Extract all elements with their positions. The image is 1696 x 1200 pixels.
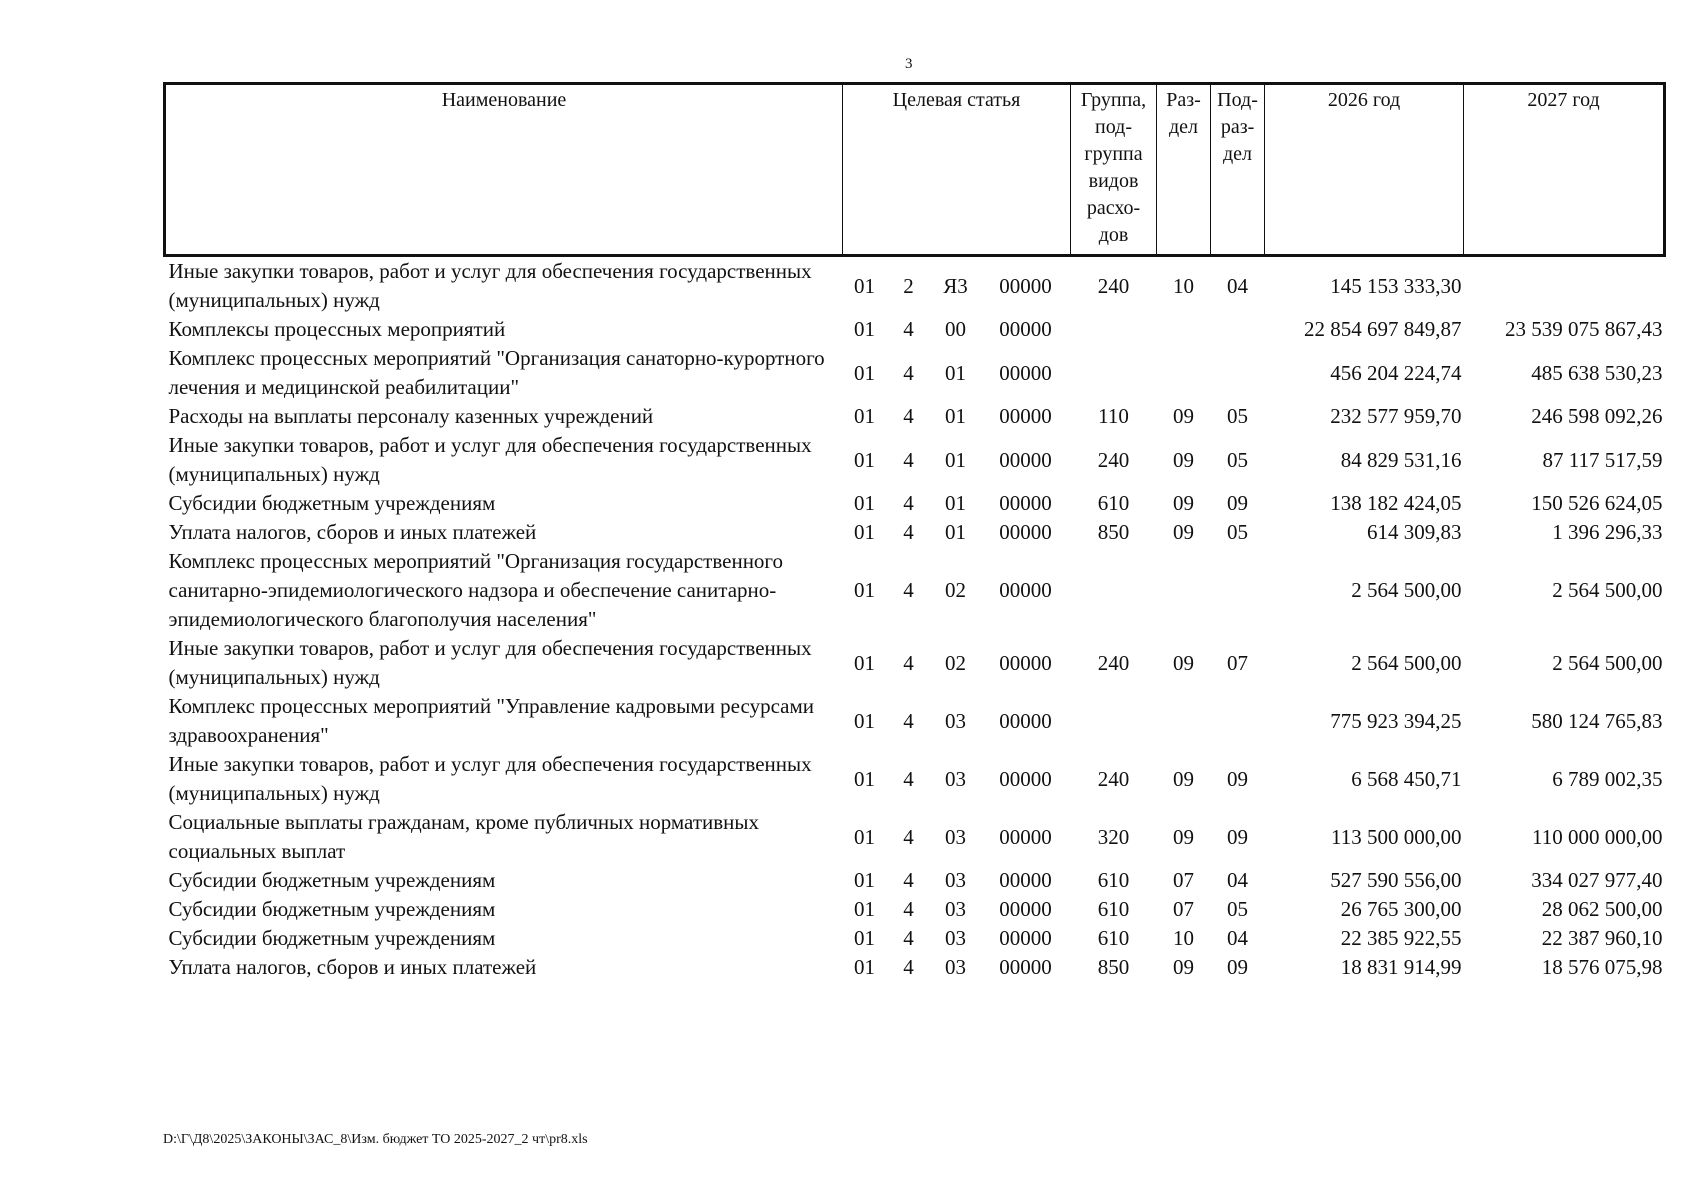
table-row xyxy=(165,344,1665,402)
target-code-type: 4 xyxy=(903,708,914,733)
target-code-type: 4 xyxy=(903,317,914,341)
table-body xyxy=(165,256,1665,983)
table-row xyxy=(165,953,1665,982)
section-code: 09 xyxy=(1173,447,1195,472)
amount-2026: 84 829 531,16 xyxy=(1340,447,1462,472)
subsection-code xyxy=(1211,344,1265,402)
target-code-structure: 03 xyxy=(945,708,966,733)
header-expense-group-line: расхо- xyxy=(1086,197,1141,219)
header-expense-group-line: дов xyxy=(1098,224,1129,246)
header-expense-group-line: видов xyxy=(1088,170,1139,192)
target-code-structure: 02 xyxy=(945,650,966,675)
target-code-direction: 00000 xyxy=(999,360,1052,385)
subsection-code: 05 xyxy=(1227,447,1249,472)
amount-2026: 2 564 500,00 xyxy=(1351,578,1462,602)
target-code-program: 01 xyxy=(854,273,875,298)
section-code xyxy=(1157,692,1211,750)
target-code-type: 2 xyxy=(903,273,914,298)
row-name: Расходы на выплаты персоналу казенных учреждений xyxy=(168,404,654,428)
amount-2026: 775 923 394,25 xyxy=(1330,708,1462,733)
expense-group-code xyxy=(1071,547,1157,634)
target-code-direction: 00000 xyxy=(999,766,1052,791)
expense-group-code: 240 xyxy=(1097,273,1130,298)
header-subsection-line: дел xyxy=(1223,143,1253,165)
section-code: 09 xyxy=(1173,520,1195,544)
row-name: Иные закупки товаров, работ и услуг для обеспечения государственных (муниципальных) нужд xyxy=(168,752,812,805)
header-section xyxy=(1157,84,1211,256)
target-code-type: 4 xyxy=(903,520,914,544)
amount-2027: 6 789 002,35 xyxy=(1552,766,1663,791)
section-code: 07 xyxy=(1173,868,1195,892)
expense-group-code: 240 xyxy=(1097,650,1130,675)
row-name: Субсидии бюджетным учреждениям xyxy=(168,897,496,921)
section-code: 09 xyxy=(1173,404,1195,428)
section-code: 10 xyxy=(1173,273,1195,298)
header-subsection-line: Под- xyxy=(1217,89,1258,111)
amount-2027: 18 576 075,98 xyxy=(1541,955,1663,979)
amount-2027: 2 564 500,00 xyxy=(1552,578,1663,602)
table-row xyxy=(165,518,1665,547)
subsection-code xyxy=(1211,315,1265,344)
target-code-type: 4 xyxy=(903,404,914,428)
expense-group-code xyxy=(1071,315,1157,344)
target-code-structure: Я3 xyxy=(943,273,968,298)
target-code-type: 4 xyxy=(903,447,914,472)
target-code-structure: 01 xyxy=(945,447,966,472)
target-code-direction: 00000 xyxy=(999,317,1052,341)
subsection-code xyxy=(1211,547,1265,634)
target-code-program: 01 xyxy=(854,317,875,341)
amount-2026: 614 309,83 xyxy=(1367,520,1462,544)
amount-2026: 22 385 922,55 xyxy=(1340,926,1462,950)
amount-2027 xyxy=(1464,256,1665,316)
subsection-code: 09 xyxy=(1227,766,1249,791)
target-code-structure: 02 xyxy=(945,578,966,602)
subsection-code: 09 xyxy=(1227,824,1249,849)
file-path-footer: D:\Г\Д8\2025\ЗАКОНЫ\ЗАС_8\Изм. бюджет ТО 2025-2027_2 чт\pr8.xls xyxy=(163,1132,588,1147)
page-number: 3 xyxy=(905,56,913,72)
row-name: Уплата налогов, сборов и иных платежей xyxy=(168,955,537,979)
section-code: 07 xyxy=(1173,897,1195,921)
budget-table-sheet xyxy=(163,82,1663,982)
target-code-direction: 00000 xyxy=(999,868,1052,892)
target-code-type: 4 xyxy=(903,868,914,892)
target-code-direction: 00000 xyxy=(999,491,1052,515)
target-code-type: 4 xyxy=(903,578,914,602)
row-name: Субсидии бюджетным учреждениям xyxy=(168,868,496,892)
header-expense-group-line: группа xyxy=(1084,143,1143,165)
target-code-structure: 01 xyxy=(945,360,966,385)
table-row xyxy=(165,431,1665,489)
expense-group-code: 240 xyxy=(1097,447,1130,472)
expense-group-code: 850 xyxy=(1097,955,1130,979)
target-code-program: 01 xyxy=(854,578,875,602)
expense-group-code: 610 xyxy=(1097,868,1130,892)
section-code: 09 xyxy=(1173,491,1195,515)
target-code-structure: 00 xyxy=(945,317,966,341)
expense-group-code xyxy=(1071,692,1157,750)
target-code-direction: 00000 xyxy=(999,824,1052,849)
table-row xyxy=(165,895,1665,924)
target-code-program: 01 xyxy=(854,955,875,979)
amount-2026: 6 568 450,71 xyxy=(1351,766,1462,791)
amount-2026: 138 182 424,05 xyxy=(1330,491,1462,515)
header-name: Наименование xyxy=(165,84,843,256)
target-code-type: 4 xyxy=(903,491,914,515)
target-code-structure: 03 xyxy=(945,897,966,921)
expense-group-code: 610 xyxy=(1097,491,1130,515)
amount-2026: 456 204 224,74 xyxy=(1330,360,1462,385)
target-code-structure: 03 xyxy=(945,955,966,979)
table-row xyxy=(165,750,1665,808)
target-code-structure: 01 xyxy=(945,520,966,544)
amount-2027: 246 598 092,26 xyxy=(1531,404,1663,428)
target-code-type: 4 xyxy=(903,926,914,950)
row-name: Иные закупки товаров, работ и услуг для обеспечения государственных (муниципальных) нужд xyxy=(168,636,812,689)
expense-group-code: 610 xyxy=(1097,926,1130,950)
target-code-structure: 03 xyxy=(945,766,966,791)
table-row xyxy=(165,634,1665,692)
target-code-structure: 03 xyxy=(945,926,966,950)
expense-group-code: 610 xyxy=(1097,897,1130,921)
target-code-direction: 00000 xyxy=(999,708,1052,733)
amount-2027: 485 638 530,23 xyxy=(1531,360,1663,385)
row-name: Субсидии бюджетным учреждениям xyxy=(168,491,496,515)
expense-group-code: 850 xyxy=(1097,520,1130,544)
header-subsection-line: раз- xyxy=(1220,116,1255,138)
table-header-row xyxy=(165,84,1665,256)
target-code-program: 01 xyxy=(854,824,875,849)
target-code-program: 01 xyxy=(854,708,875,733)
target-code-direction: 00000 xyxy=(999,273,1052,298)
expense-group-code xyxy=(1071,344,1157,402)
table-row xyxy=(165,808,1665,866)
header-year-2026: 2026 год xyxy=(1265,84,1464,256)
target-code-direction: 00000 xyxy=(999,650,1052,675)
amount-2026: 113 500 000,00 xyxy=(1331,824,1462,849)
budget-table xyxy=(163,82,1666,982)
header-subsection xyxy=(1211,84,1265,256)
subsection-code: 09 xyxy=(1227,491,1249,515)
row-name: Социальные выплаты гражданам, кроме публичных нормативных социальных выплат xyxy=(168,810,760,863)
amount-2026: 145 153 333,30 xyxy=(1330,273,1462,298)
header-expense-group-line: под- xyxy=(1095,116,1133,138)
section-code xyxy=(1157,344,1211,402)
header-expense-group xyxy=(1071,84,1157,256)
target-code-direction: 00000 xyxy=(999,955,1052,979)
subsection-code xyxy=(1211,692,1265,750)
amount-2027: 2 564 500,00 xyxy=(1552,650,1663,675)
target-code-direction: 00000 xyxy=(999,897,1052,921)
subsection-code: 05 xyxy=(1227,897,1249,921)
target-code-program: 01 xyxy=(854,360,875,385)
amount-2027: 87 117 517,59 xyxy=(1542,447,1663,472)
expense-group-code: 320 xyxy=(1097,824,1130,849)
amount-2026: 22 854 697 849,87 xyxy=(1304,317,1462,341)
amount-2027: 150 526 624,05 xyxy=(1531,491,1663,515)
table-row xyxy=(165,315,1665,344)
target-code-program: 01 xyxy=(854,404,875,428)
target-code-program: 01 xyxy=(854,520,875,544)
table-row xyxy=(165,924,1665,953)
amount-2027: 110 000 000,00 xyxy=(1532,824,1663,849)
target-code-program: 01 xyxy=(854,447,875,472)
subsection-code: 04 xyxy=(1227,273,1249,298)
section-code: 09 xyxy=(1173,650,1195,675)
subsection-code: 04 xyxy=(1227,868,1249,892)
target-code-type: 4 xyxy=(903,766,914,791)
section-code xyxy=(1157,315,1211,344)
target-code-type: 4 xyxy=(903,824,914,849)
row-name: Комплекс процессных мероприятий "Организация санаторно-курортного лечения и медицинской реабилитации" xyxy=(168,346,825,399)
amount-2027: 580 124 765,83 xyxy=(1531,708,1663,733)
target-code-direction: 00000 xyxy=(999,520,1052,544)
row-name: Уплата налогов, сборов и иных платежей xyxy=(168,520,537,544)
table-row xyxy=(165,692,1665,750)
section-code xyxy=(1157,547,1211,634)
target-code-direction: 00000 xyxy=(999,447,1052,472)
subsection-code: 05 xyxy=(1227,404,1249,428)
amount-2027: 334 027 977,40 xyxy=(1531,868,1663,892)
row-name: Субсидии бюджетным учреждениям xyxy=(168,926,496,950)
target-code-structure: 01 xyxy=(945,491,966,515)
table-row xyxy=(165,256,1665,316)
header-target-article: Целевая статья xyxy=(843,84,1071,256)
target-code-structure: 03 xyxy=(945,868,966,892)
target-code-type: 4 xyxy=(903,897,914,921)
target-code-type: 4 xyxy=(903,650,914,675)
target-code-program: 01 xyxy=(854,766,875,791)
table-row xyxy=(165,547,1665,634)
section-code: 09 xyxy=(1173,824,1195,849)
expense-group-code: 110 xyxy=(1098,404,1129,428)
section-code: 09 xyxy=(1173,766,1195,791)
section-code: 10 xyxy=(1173,926,1195,950)
target-code-type: 4 xyxy=(903,955,914,979)
target-code-program: 01 xyxy=(854,491,875,515)
expense-group-code: 240 xyxy=(1097,766,1130,791)
section-code: 09 xyxy=(1173,955,1195,979)
amount-2026: 2 564 500,00 xyxy=(1351,650,1462,675)
amount-2027: 1 396 296,33 xyxy=(1552,520,1663,544)
target-code-program: 01 xyxy=(854,926,875,950)
row-name: Комплекс процессных мероприятий "Организация государственного санитарно-эпидемиологического надзора и обеспечение санитарно-эпидемиологического благополучия населения" xyxy=(168,549,784,631)
amount-2027: 28 062 500,00 xyxy=(1541,897,1663,921)
amount-2026: 18 831 914,99 xyxy=(1340,955,1462,979)
target-code-direction: 00000 xyxy=(999,578,1052,602)
target-code-type: 4 xyxy=(903,360,914,385)
amount-2026: 26 765 300,00 xyxy=(1340,897,1462,921)
amount-2027: 23 539 075 867,43 xyxy=(1505,317,1663,341)
table-row xyxy=(165,489,1665,518)
subsection-code: 09 xyxy=(1227,955,1249,979)
amount-2027: 22 387 960,10 xyxy=(1541,926,1663,950)
table-row xyxy=(165,866,1665,895)
header-year-2027: 2027 год xyxy=(1464,84,1665,256)
header-section-line: дел xyxy=(1169,116,1199,138)
row-name: Иные закупки товаров, работ и услуг для обеспечения государственных (муниципальных) нужд xyxy=(168,259,812,312)
target-code-direction: 00000 xyxy=(999,926,1052,950)
subsection-code: 04 xyxy=(1227,926,1249,950)
subsection-code: 07 xyxy=(1227,650,1249,675)
target-code-structure: 03 xyxy=(945,824,966,849)
target-code-program: 01 xyxy=(854,650,875,675)
header-section-line: Раз- xyxy=(1166,89,1201,111)
target-code-direction: 00000 xyxy=(999,404,1052,428)
row-name: Комплекс процессных мероприятий "Управление кадровыми ресурсами здравоохранения" xyxy=(168,694,814,747)
target-code-structure: 01 xyxy=(945,404,966,428)
row-name: Комплексы процессных мероприятий xyxy=(168,317,506,341)
subsection-code: 05 xyxy=(1227,520,1249,544)
table-row xyxy=(165,402,1665,431)
row-name: Иные закупки товаров, работ и услуг для обеспечения государственных (муниципальных) нужд xyxy=(168,433,812,486)
target-code-program: 01 xyxy=(854,868,875,892)
target-code-program: 01 xyxy=(854,897,875,921)
amount-2026: 232 577 959,70 xyxy=(1330,404,1462,428)
header-expense-group-line: Группа, xyxy=(1080,89,1147,111)
amount-2026: 527 590 556,00 xyxy=(1330,868,1462,892)
